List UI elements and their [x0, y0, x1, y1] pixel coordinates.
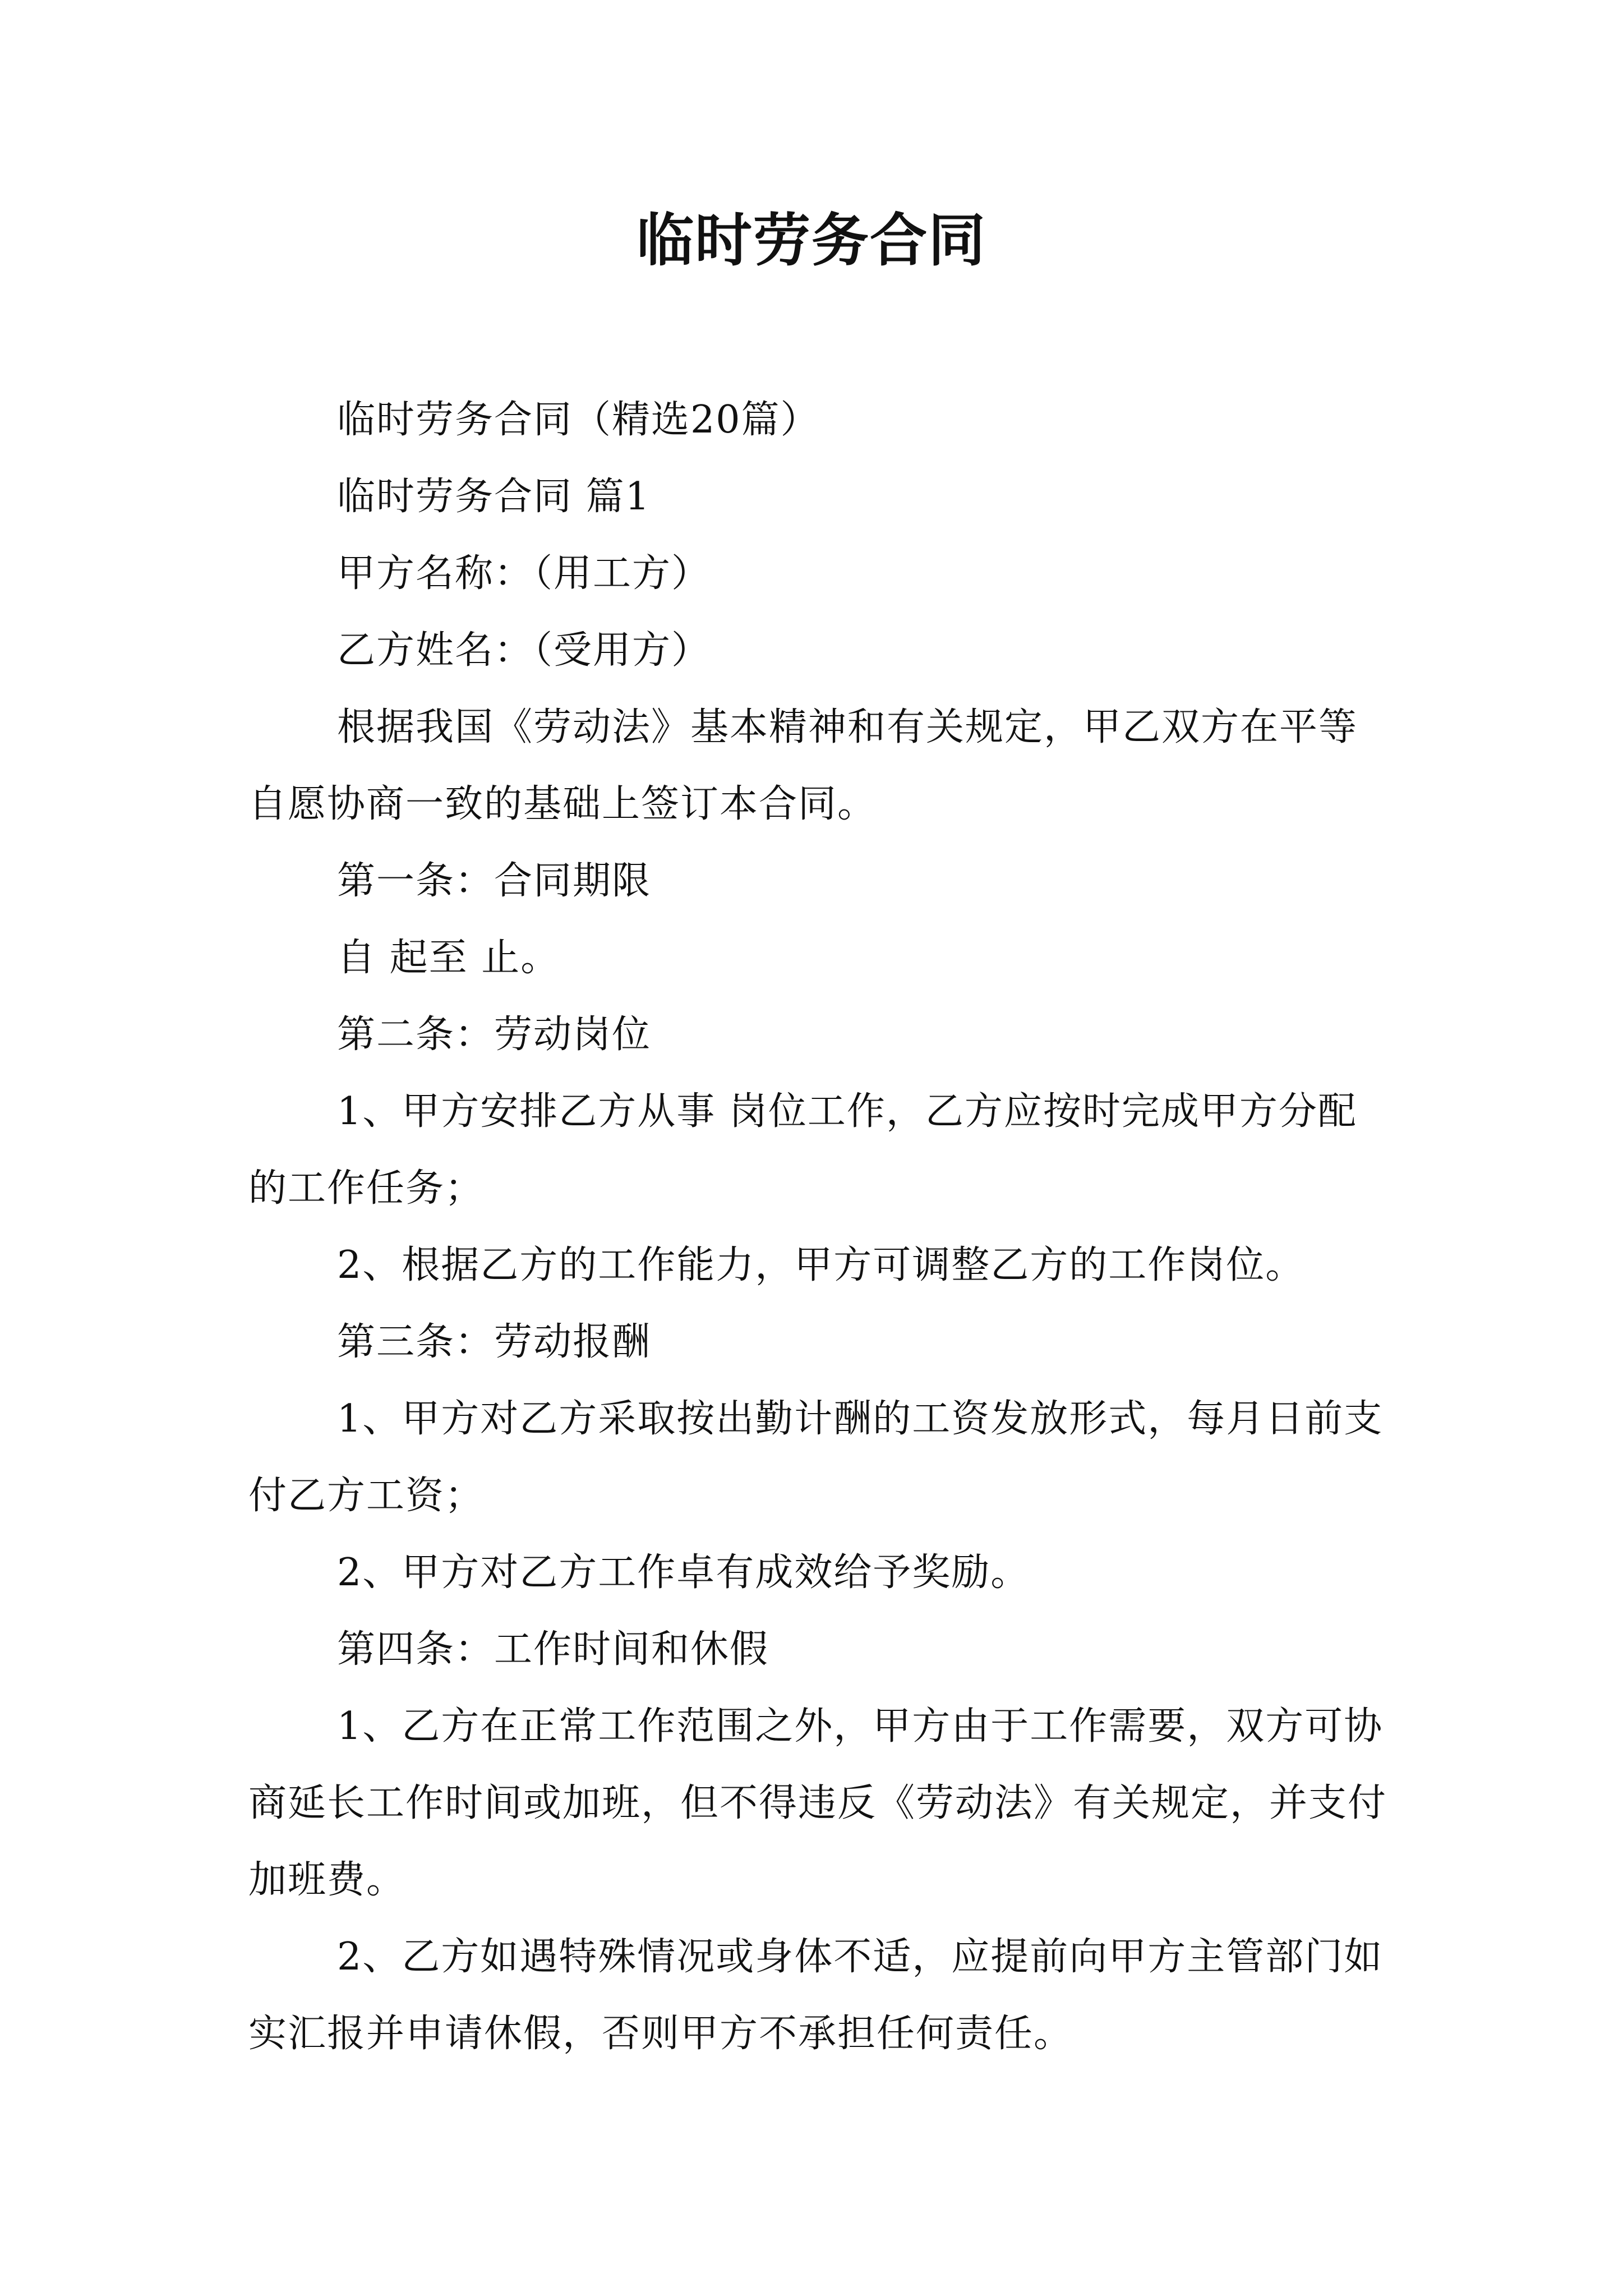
party-b-line: 乙方姓名：（受用方）: [337, 628, 711, 673]
subtitle-paragraph: 临时劳务合同（精选20篇）: [337, 398, 820, 442]
article-3-heading: 第三条：劳动报酬: [337, 1320, 652, 1364]
document-body: [248, 381, 1393, 2072]
article-1-heading: 第一条：合同期限: [337, 859, 652, 903]
section-heading: 临时劳务合同 篇1: [337, 475, 651, 519]
article-4-heading: 第四条：工作时间和休假: [337, 1627, 769, 1672]
preamble-paragraph: 根据我国《劳动法》基本精神和有关规定，甲乙双方在平等自愿协商一致的基础上签订本合同。: [248, 705, 1358, 826]
document-title: 临时劳务合同: [637, 208, 986, 274]
article-2-item-1: 1、甲方安排乙方从事 岗位工作，乙方应按时完成甲方分配的工作任务；: [248, 1089, 1357, 1211]
article-4-item-1: 1、乙方在正常工作范围之外，甲方由于工作需要，双方可协商延长工作时间或加班，但不得违反《劳动法》有关规定，并支付加班费。: [248, 1704, 1387, 1902]
article-4-item-2: 2、乙方如遇特殊情况或身体不适，应提前向甲方主管部门如实汇报并申请休假，否则甲方不承担任何责任。: [248, 1935, 1384, 2056]
party-a-line: 甲方名称：（用工方）: [337, 551, 711, 596]
article-3-item-1: 1、甲方对乙方采取按出勤计酬的工资发放形式，每月日前支付乙方工资；: [248, 1397, 1384, 1518]
article-2-item-2: 2、根据乙方的工作能力，甲方可调整乙方的工作岗位。: [337, 1243, 1305, 1287]
article-1-body: 自 起至 止。: [337, 936, 560, 980]
article-2-heading: 第二条：劳动岗位: [337, 1013, 652, 1057]
article-3-item-2: 2、甲方对乙方工作卓有成效给予奖励。: [337, 1550, 1030, 1595]
